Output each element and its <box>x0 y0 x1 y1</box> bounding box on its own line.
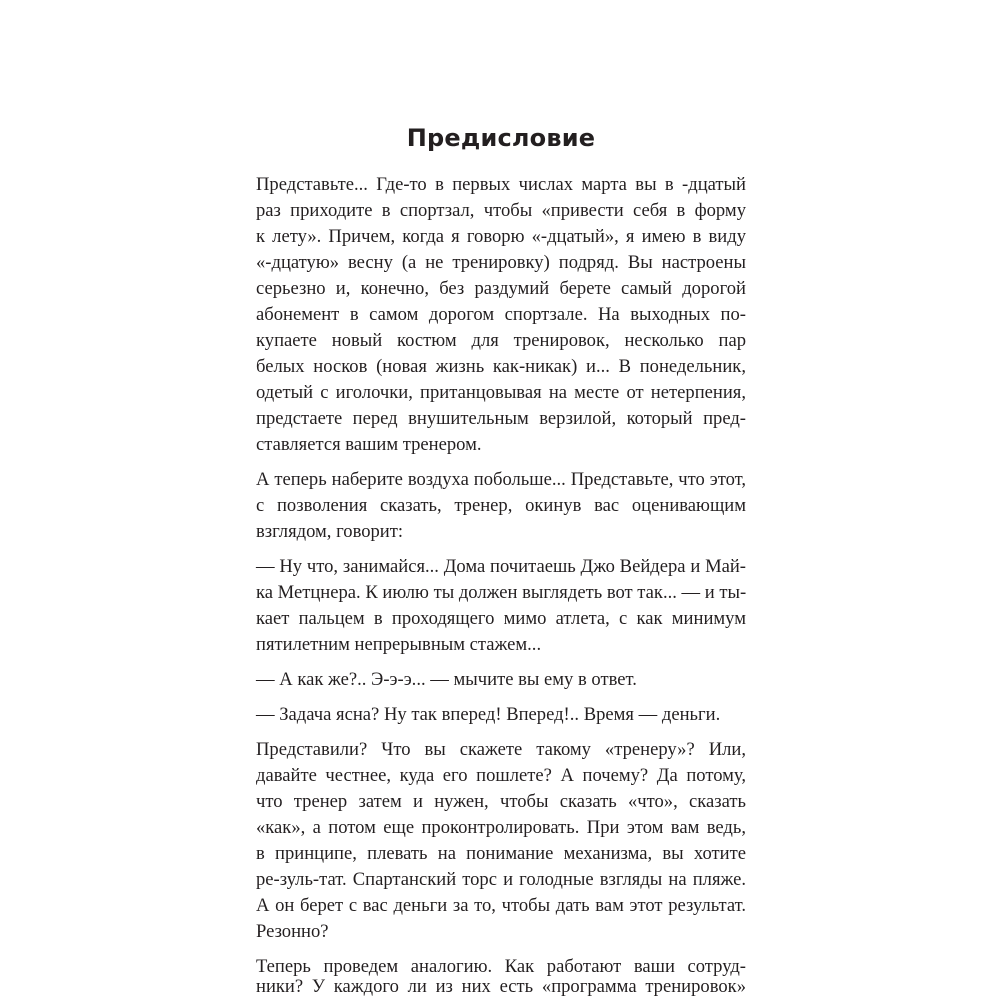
text-line: — Ну что, занимайся... Дома почитаешь Джо Вейдера и Май- <box>256 556 746 577</box>
text-line: Теперь проведем аналогию. Как работают ваши сотруд- <box>256 956 746 977</box>
text-line: Представьте... Где-то в первых числах марта вы в -дцатый <box>256 174 746 195</box>
text-line: купаете новый костюм для тренировок, несколько пар <box>256 330 746 351</box>
text-line: серьезно и, конечно, без раздумий берете самый дорогой <box>256 278 746 299</box>
text-line: ре-зуль-тат. Спартанский торс и голодные взгляды на пляже. <box>256 869 746 890</box>
text-line: ставляется вашим тренером. <box>256 434 482 455</box>
text-line: — Задача ясна? Ну так вперед! Вперед!.. Время — деньги. <box>256 704 721 725</box>
text-line: одетый с иголочки, пританцовывая на месте от нетерпения, <box>256 382 746 403</box>
text-line: предстаете перед внушительным верзилой, который пред- <box>256 408 746 429</box>
page-body <box>256 0 746 1000</box>
text-line: пятилетним непрерывным стажем... <box>256 634 542 655</box>
text-line: Резонно? <box>256 921 329 942</box>
text-line: к лету». Причем, когда я говорю «-дцатый», я имею в виду <box>256 226 746 247</box>
text-line: «-дцатую» весну (а не тренировку) подряд. Вы настроены <box>256 252 746 273</box>
text-line: что тренер затем и нужен, чтобы сказать «что», сказать <box>256 791 746 812</box>
text-line: ники? У каждого ли из них есть «программа тренировок» <box>256 976 746 997</box>
text-line: давайте честнее, куда его пошлете? А почему? Да потому, <box>256 765 746 786</box>
text-line: «как», а потом еще проконтролировать. При этом вам ведь, <box>256 817 746 838</box>
text-line: Представили? Что вы скажете такому «тренеру»? Или, <box>256 739 746 760</box>
text-line: взглядом, говорит: <box>256 521 404 542</box>
page-title: Предисловие <box>406 124 596 152</box>
text-line: А он берет с вас деньги за то, чтобы дать вам этот результат. <box>256 895 746 916</box>
text-line: в принципе, плевать на понимание механизма, вы хотите <box>256 843 746 864</box>
text-line: кает пальцем в проходящего мимо атлета, с как минимум <box>256 608 746 629</box>
text-line: с позволения сказать, тренер, окинув вас оценивающим <box>256 495 746 516</box>
text-line: абонемент в самом дорогом спортзале. На выходных по- <box>256 304 746 325</box>
text-line: А теперь наберите воздуха побольше... Представьте, что этот, <box>256 469 746 490</box>
text-line: — А как же?.. Э-э-э... — мычите вы ему в ответ. <box>256 669 637 690</box>
text-line: раз приходите в спортзал, чтобы «привести себя в форму <box>256 200 746 221</box>
text-line: белых носков (новая жизнь как-никак) и... В понедельник, <box>256 356 746 377</box>
text-line: ка Метцнера. К июлю ты должен выглядеть вот так... — и ты- <box>256 582 747 603</box>
